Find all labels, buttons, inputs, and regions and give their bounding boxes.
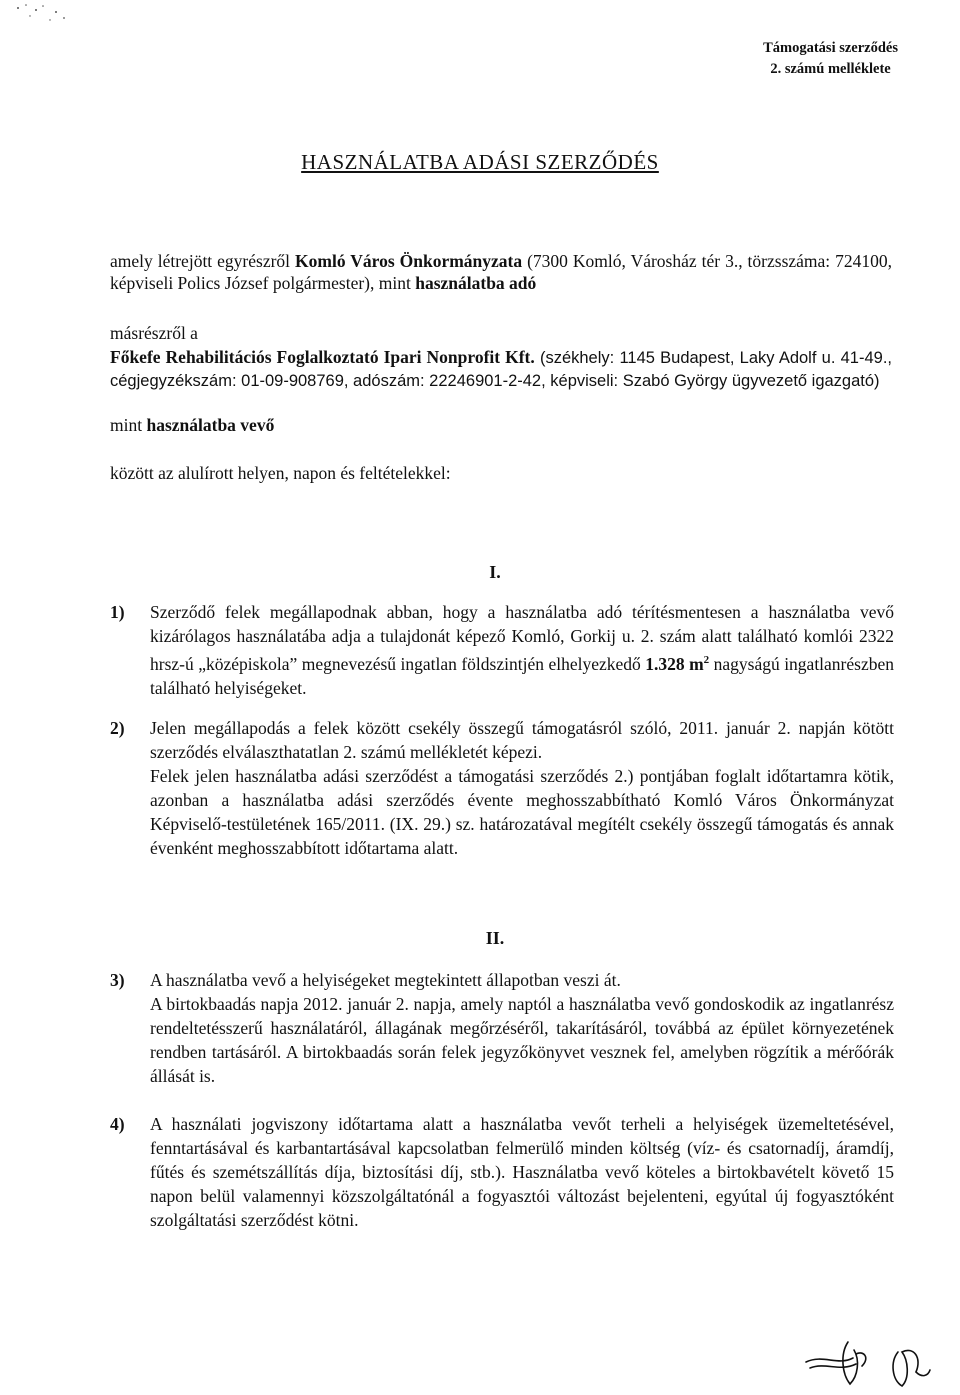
party-2-details: , cégjegyzékszám: 01-09-908769, adószám: 22246901-2-42, képviseli: Szabó György ügyvezető igazgató)	[110, 349, 893, 390]
signature-initials	[798, 1332, 948, 1392]
clause-3	[110, 968, 894, 1088]
clause-4	[110, 1112, 894, 1232]
clause-3-text-2: A birtokbaadás napja 2012. január 2. napja, amely naptól a használatba vevő gondoskodik az ingatlanrész rendeltetésszerű használatáról, állagának megőrzéséről, takarításáról, továbbá az épület környezetének rendben tartásáról. A birtokbaadás során felek jegyzőkönyvet vesznek fel, amelyben rögzítik a mérőórák állását is.	[150, 994, 894, 1086]
party-2-paragraph	[110, 346, 892, 392]
party-1-intro: amely létrejött egyrészről	[110, 251, 296, 271]
section-heading-1: I.	[489, 562, 501, 582]
clause-2-text-1: Jelen megállapodás a felek között csekély összegű támogatásról szóló, 2011. január 2. napján kötött szerződés elválaszthatatlan 2. számú mellékletét képezi.	[150, 718, 894, 762]
clause-1-area: 1.328 m	[645, 653, 704, 674]
section-heading-2: II.	[485, 928, 505, 948]
party-2-intro: másrészről a	[110, 323, 198, 343]
party-1-name: Komló Város Önkormányzata	[295, 251, 523, 271]
clause-4-number: 4)	[110, 1114, 125, 1134]
clause-3-number: 3)	[110, 970, 125, 990]
party-2-role-line	[110, 414, 892, 436]
document-title: HASZNÁLATBA ADÁSI SZERZŐDÉS	[301, 150, 659, 174]
clause-1-text-end: nagyságú ingatlanrészben található helyiségeket.	[150, 653, 894, 698]
party-2-role: használatba vevő	[146, 415, 275, 435]
party-2-name: Főkefe Rehabilitációs Foglalkoztató Ipari Nonprofit Kft.	[110, 347, 535, 367]
clause-1-area-exponent: 2	[703, 654, 710, 666]
conditions-intro: között az alulírott helyen, napon és feltételekkel:	[110, 463, 451, 483]
clause-2	[110, 716, 894, 860]
party-1-role: használatba adó	[415, 273, 537, 293]
clause-1-number: 1)	[110, 602, 125, 622]
party-1-paragraph	[110, 250, 892, 294]
clause-2-number: 2)	[110, 718, 125, 738]
attachment-line-1: Támogatási szerződés	[763, 40, 898, 56]
party-1-details: (7300 Komló, Városház tér 3., törzsszáma: 724100, képviseli Polics József polgármester), mint	[110, 251, 893, 293]
attachment-reference	[763, 38, 898, 80]
clause-1	[110, 600, 894, 700]
clause-4-text: A használati jogviszony időtartama alatt a használatba vevőt terheli a helyiségek üzemeltetésével, fenntartásával és karbantartásával kapcsolatban felmerülő minden költség (víz- és csatornadíj, áramdíj, fűtés és szemétszállítás díja, biztosítási díj, stb.). Használatba vevő köteles a birtokbavételt követő 15 napon belül valamennyi közszolgáltatónál a fogyasztói változást bejelenteni, egyútal új fogyasztóként szolgáltatási szerződést kötni.	[150, 1114, 894, 1230]
party-2-address: (székhely: 1145 Budapest, Laky Adolf u. 41-49.	[534, 349, 888, 367]
party-2-role-intro: mint	[110, 415, 147, 435]
clause-2-text-2: Felek jelen használatba adási szerződést a támogatási szerződés 2.) pontjában foglalt időtartamra kötik, azonban a használatba adási szerződés évente meghosszabbítható Komló Város Önkormányzat Képviselő-testületének 165/2011. (IX. 29.) sz. határozatával megítélt csekély összegű támogatás és annak évenként meghosszabbított időtartama alatt.	[150, 766, 894, 858]
scan-speckle	[8, 0, 88, 40]
clause-1-text: Szerződő felek megállapodnak abban, hogy a használatba adó térítésmentesen a használatba vevő kizárólagos használatába adja a tulajdonát képező Komló, Gorkij u. 2. szám alatt található komlói 2322 hrsz-ú „középiskola” megnevezésű ingatlan földszintjén elhelyezkedő	[150, 602, 894, 674]
attachment-line-2: 2. számú melléklete	[770, 61, 891, 77]
clause-3-text-1: A használatba vevő a helyiségeket megtekintett állapotban veszi át.	[150, 970, 621, 990]
